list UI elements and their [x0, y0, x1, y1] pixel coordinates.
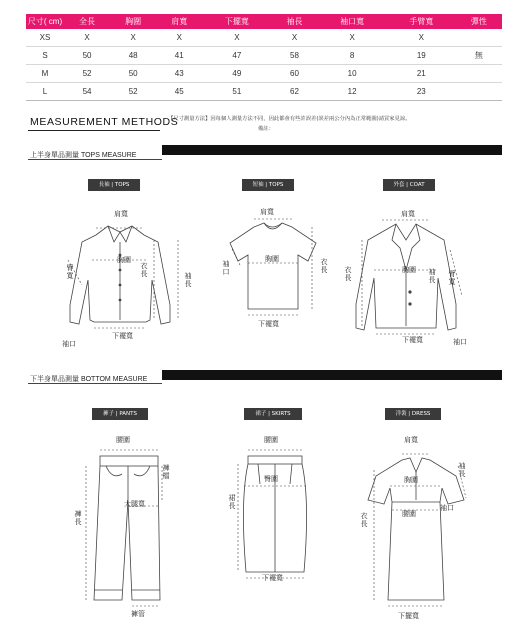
- table-cell: 48: [110, 47, 156, 65]
- rise-label: 褲檔: [162, 464, 170, 480]
- hem-label: 褲管: [131, 610, 145, 618]
- hem-label: 下擺寬: [398, 612, 419, 620]
- arm-label: 臂寬: [448, 270, 456, 286]
- hip-label: 臀圍: [264, 475, 278, 483]
- section-bar: [162, 370, 502, 380]
- table-cell: X: [271, 29, 317, 47]
- table-cell: S: [26, 47, 64, 65]
- tag-skirts: 裙子 | SKIRTS: [244, 408, 302, 420]
- hem-label: 下襬寬: [112, 332, 133, 340]
- tag-short-sleeve: 短袖 | TOPS: [242, 179, 294, 191]
- hem-label: 下襬寬: [402, 336, 423, 344]
- waist-label: 腰圍: [116, 436, 130, 444]
- header-cell: 袖口寬: [318, 14, 387, 29]
- table-cell: 41: [156, 47, 202, 65]
- tag-long-sleeve: 長袖 | TOPS: [88, 179, 140, 191]
- hem-label: 下襬寬: [262, 574, 283, 582]
- long-sleeve-shirt-diagram: [58, 200, 198, 350]
- table-cell: 54: [64, 83, 110, 101]
- chest-label: 胸圍: [265, 255, 279, 263]
- divider: [28, 130, 160, 131]
- short-sleeve-tee-diagram: [220, 205, 330, 325]
- table-cell: 23: [387, 83, 456, 101]
- table-cell: L: [26, 83, 64, 101]
- table-cell: 60: [271, 65, 317, 83]
- table-cell: 49: [202, 65, 271, 83]
- table-row: [26, 47, 502, 65]
- cuff-label: 袖口: [222, 260, 230, 276]
- header-cell: 尺寸( cm): [26, 14, 64, 29]
- table-cell: [456, 83, 502, 101]
- sleeve-label: 袖長: [184, 272, 192, 288]
- shoulder-label: 肩寬: [401, 210, 415, 218]
- divider: [28, 383, 162, 384]
- tops-section-label: 上半身單品測量 TOPS MEASURE: [30, 152, 137, 159]
- table-row: [26, 29, 502, 47]
- waist-label: 腰圍: [264, 436, 278, 444]
- table-cell: 12: [318, 83, 387, 101]
- table-cell: [456, 65, 502, 83]
- table-cell: 21: [387, 65, 456, 83]
- table-cell: 8: [318, 47, 387, 65]
- measurement-note: 【尺寸測量方法】因每個人測量方法不同，因此都會有些許誤差(誤差兩公分內為正常範圍)請買家見諒。: [168, 116, 411, 122]
- hem-label: 下襬寬: [258, 320, 279, 328]
- table-cell: XS: [26, 29, 64, 47]
- shoulder-label: 肩寬: [260, 208, 274, 216]
- table-cell: 51: [202, 83, 271, 101]
- chest-label: 胸圍: [402, 266, 416, 274]
- divider: [28, 159, 162, 160]
- length-label: 褲長: [74, 510, 82, 526]
- length-label: 衣長: [344, 266, 352, 282]
- size-table-header: [26, 14, 502, 29]
- arm-label: 臂寬: [66, 264, 74, 280]
- table-cell: X: [64, 29, 110, 47]
- header-cell: 手臂寬: [387, 14, 456, 29]
- tag-coat: 外套 | COAT: [383, 179, 435, 191]
- table-cell: 19: [387, 47, 456, 65]
- cuff-label: 袖口: [440, 504, 454, 512]
- cuff-label: 袖口: [62, 340, 76, 348]
- table-cell: M: [26, 65, 64, 83]
- header-cell: 胸圍: [110, 14, 156, 29]
- section-bar: [162, 145, 502, 155]
- header-cell: 全長: [64, 14, 110, 29]
- bottoms-section-label: 下半身單品測量 BOTTOM MEASURE: [30, 376, 148, 383]
- table-row: [26, 83, 502, 101]
- thigh-label: 大腿寬: [124, 500, 145, 508]
- cuff-label: 袖口: [453, 338, 467, 346]
- tag-pants: 褲子 | PANTS: [92, 408, 148, 420]
- shoulder-label: 肩寬: [114, 210, 128, 218]
- shoulder-label: 肩寬: [404, 436, 418, 444]
- table-cell: 無: [456, 47, 502, 65]
- table-cell: 62: [271, 83, 317, 101]
- chest-label: 胸圍: [117, 256, 131, 264]
- header-cell: 肩寬: [156, 14, 202, 29]
- table-cell: 45: [156, 83, 202, 101]
- header-cell: 彈性: [456, 14, 502, 29]
- measurement-title: MEASUREMENT METHODS: [30, 116, 179, 128]
- length-label: 裙長: [228, 494, 236, 510]
- coat-diagram: [340, 200, 480, 350]
- table-cell: X: [110, 29, 156, 47]
- length-label: 衣長: [140, 262, 148, 278]
- table-cell: 10: [318, 65, 387, 83]
- header-cell: 袖長: [271, 14, 317, 29]
- header-cell: 下擺寬: [202, 14, 271, 29]
- tag-dress: 洋裝 | DRESS: [385, 408, 441, 420]
- table-cell: X: [387, 29, 456, 47]
- size-table: [26, 14, 502, 101]
- table-cell: 50: [110, 65, 156, 83]
- sleeve-label: 袖長: [458, 462, 466, 478]
- table-row: [26, 65, 502, 83]
- length-label: 衣長: [320, 258, 328, 274]
- table-cell: X: [202, 29, 271, 47]
- waist-label: 腰圍: [402, 510, 416, 518]
- table-cell: 52: [64, 65, 110, 83]
- table-cell: 43: [156, 65, 202, 83]
- measurement-note-remark: 備註：: [258, 126, 274, 132]
- table-cell: 50: [64, 47, 110, 65]
- table-cell: X: [156, 29, 202, 47]
- table-cell: [456, 29, 502, 47]
- length-label: 衣長: [360, 512, 368, 528]
- chest-label: 胸圍: [404, 476, 418, 484]
- table-cell: 58: [271, 47, 317, 65]
- table-cell: 52: [110, 83, 156, 101]
- sleeve-label: 袖長: [428, 268, 436, 284]
- skirt-diagram: [222, 440, 332, 590]
- table-cell: X: [318, 29, 387, 47]
- table-cell: 47: [202, 47, 271, 65]
